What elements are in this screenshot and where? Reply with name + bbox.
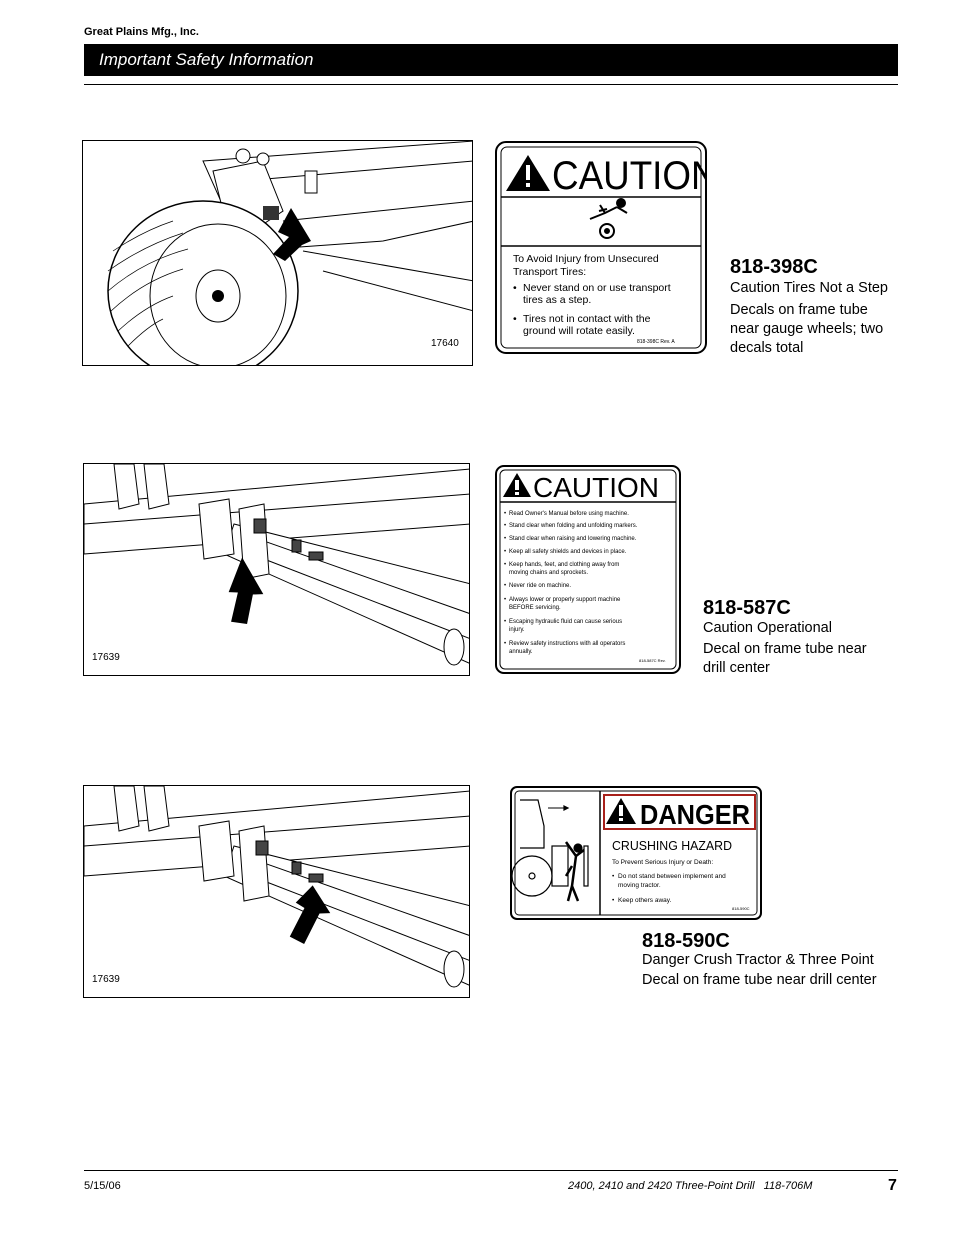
sign-part-code: 818-398C Rev. A xyxy=(637,339,675,345)
figure-frame-tube-center-2 xyxy=(83,785,470,998)
figure-number: 17640 xyxy=(431,338,459,349)
sign-part-code: 818-590C xyxy=(732,906,750,911)
part-number: 818-398C xyxy=(730,256,818,278)
sign-signal-word: CAUTION xyxy=(552,153,707,199)
figure-number: 17639 xyxy=(92,652,120,663)
section-title: Important Safety Information xyxy=(84,44,898,76)
sign-body: To Avoid Injury from Unsecured Transport Tires: • Never stand on or use transport tires as a step. • Tires not in contact with the ground will rotate easily. xyxy=(513,253,671,337)
sign-signal-word: DANGER xyxy=(640,799,750,830)
header-rule xyxy=(84,84,898,85)
footer-document-title: 2400, 2410 and 2420 Three-Point Drill 118-706M xyxy=(568,1180,813,1192)
figure-gauge-wheel xyxy=(82,140,473,366)
footer-date: 5/15/06 xyxy=(84,1180,121,1192)
sign-part-code: 818-587C Rev. xyxy=(639,658,666,663)
sign-hazard: CRUSHING HAZARD xyxy=(612,838,732,853)
gauge-wheel-illustration xyxy=(83,141,473,366)
sign-body: • Read Owner's Manual before using machine. • Stand clear when folding and unfolding markers. • Stand clear when raising and lowering machine. • Keep all safety shields and devices in place. • Keep hands, feet, and clothing away from moving chains and sprockets. • Never ride on machine. • Always lower or properly support machine BEFORE servicing. • Escaping hydraulic fluid can cause serious injury. • Review safety instructions with all operators annually. xyxy=(504,511,638,655)
caution-decal-818-398C xyxy=(495,141,707,359)
sign-signal-word: CAUTION xyxy=(533,472,659,503)
part-number: 818-587C xyxy=(703,597,791,619)
figure-number: 17639 xyxy=(92,974,120,985)
caution-decal-818-587C xyxy=(495,465,681,679)
part-description: Danger Crush Tractor & Three Point Decal on frame tube near drill center xyxy=(642,952,877,988)
frame-tube-illustration xyxy=(84,786,470,998)
company-name: Great Plains Mfg., Inc. xyxy=(84,26,199,38)
danger-decal-818-590C xyxy=(510,786,762,925)
frame-tube-illustration xyxy=(84,464,470,676)
part-description: Caution Tires Not a Step Decals on frame tube near gauge wheels; two decals total xyxy=(730,280,888,356)
part-description: Caution Operational Decal on frame tube near drill center xyxy=(703,620,867,676)
page-number: 7 xyxy=(888,1177,897,1194)
figure-frame-tube-center xyxy=(83,463,470,676)
footer-rule xyxy=(84,1170,898,1171)
part-number: 818-590C xyxy=(642,930,730,952)
sign-body: To Prevent Serious Injury or Death: • Do not stand between implement and moving tractor. • Keep others away. xyxy=(612,859,726,904)
